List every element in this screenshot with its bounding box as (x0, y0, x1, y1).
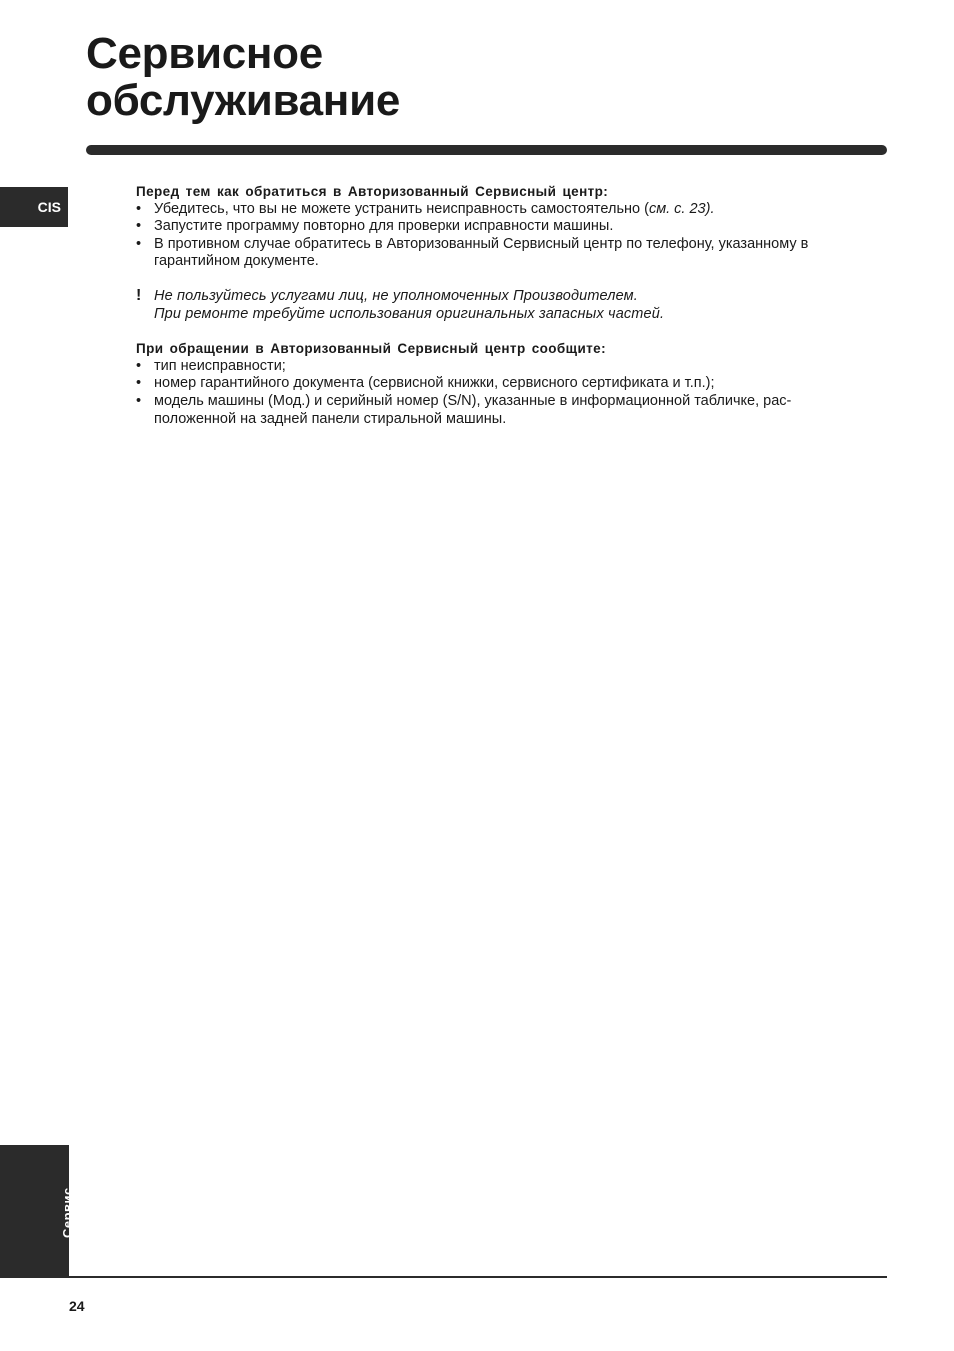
list-item: • Запустите программу повторно для проверки исправности машины. (136, 218, 866, 236)
exclamation-icon: ! (136, 286, 142, 304)
language-tab: CIS (0, 187, 68, 227)
page-title-line-1: Сервисное (86, 29, 323, 78)
list-item-text: Убедитесь, что вы не можете устранить неисправность самостоятельно ( (154, 200, 649, 217)
side-section-tab (0, 1145, 69, 1278)
list-item (136, 201, 866, 219)
warning-line-2: При ремонте требуйте использования оригинальных запасных частей. (154, 305, 665, 322)
page-title-line-2: обслуживание (86, 76, 401, 125)
page-number: 24 (69, 1298, 85, 1314)
warning-line-1: Не пользуйтесь услугами лиц, не уполномоченных Производителем. (154, 287, 638, 304)
footer-divider (69, 1276, 887, 1278)
page-reference: см. с. 23). (648, 200, 715, 217)
before-contact-list (136, 201, 866, 271)
section-heading-before-contact: Перед тем как обратиться в Авторизованный Сервисный центр: (136, 184, 609, 199)
page-title (86, 30, 400, 124)
section-contact-info (136, 340, 866, 428)
section-heading-report: При обращении в Авторизованный Сервисный центр сообщите: (136, 341, 606, 357)
list-item: • тип неисправности; (136, 358, 866, 376)
list-item: • модель машины (Мод.) и серийный номер (S/N), указанные в информационной табличке, рас-положенной на задней панели стиральной машины. (136, 393, 866, 428)
main-content (136, 183, 866, 428)
list-item: • номер гарантийного документа (сервисной книжки, сервисного сертификата и т.п.); (136, 375, 866, 393)
warning-note (136, 288, 866, 323)
list-item: • В противном случае обратитесь в Авторизованный Сервисный центр по телефону, указанному в гарантийном документе. (136, 236, 866, 271)
side-section-label: Сервис (60, 1187, 75, 1238)
title-divider (86, 145, 887, 155)
report-list (136, 358, 866, 428)
